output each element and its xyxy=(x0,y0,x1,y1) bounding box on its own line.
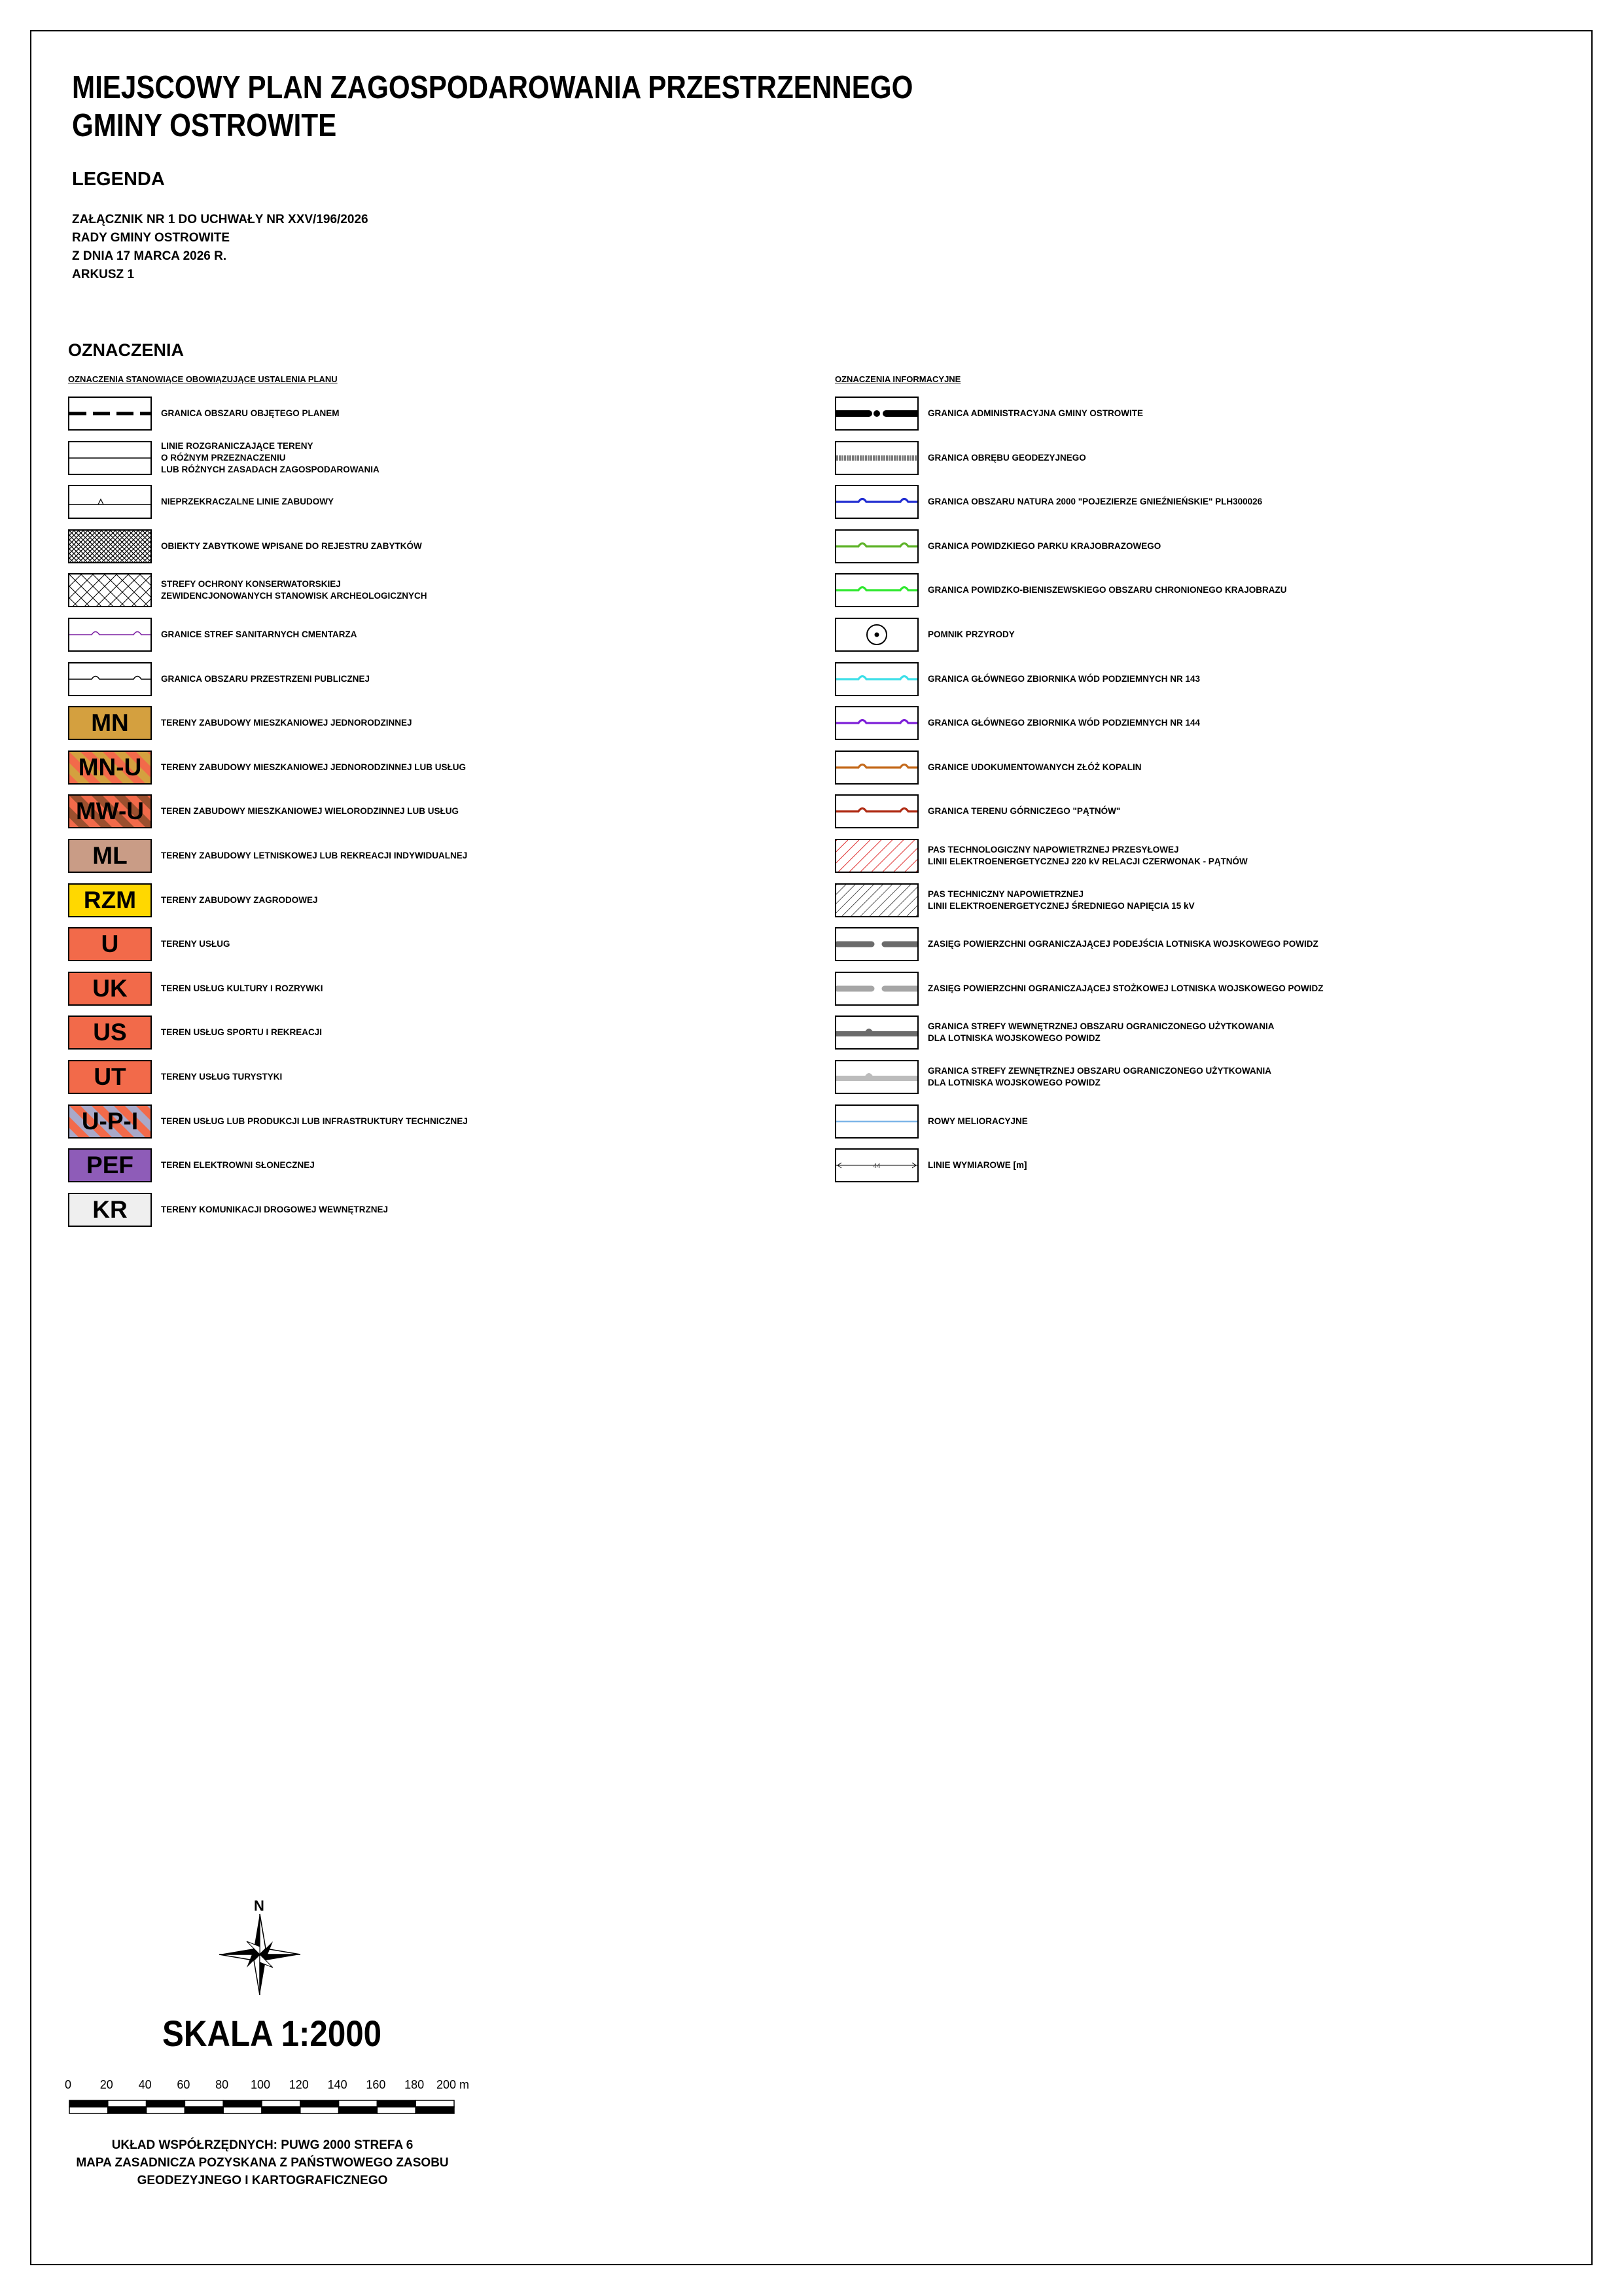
left-legend-row xyxy=(68,1147,315,1184)
zone-code: US xyxy=(93,1019,127,1046)
coordinate-system-note xyxy=(68,2136,457,2189)
zone-mn-u-swatch xyxy=(68,751,152,785)
scale-bar-segment xyxy=(69,2100,108,2107)
right-legend-row xyxy=(835,1014,1275,1051)
right-legend-row xyxy=(835,749,1142,786)
right-legend-row xyxy=(835,1147,1027,1184)
scale-tick-label: 180 xyxy=(404,2078,425,2091)
thin-line-swatch xyxy=(68,441,152,475)
right-legend-row xyxy=(835,1059,1271,1095)
scale-tick-label: 100 xyxy=(250,2078,271,2091)
bump-line-swatch xyxy=(835,751,919,785)
plan-title xyxy=(72,69,913,145)
scale-bar-segment xyxy=(108,2107,147,2113)
right-legend-row xyxy=(835,1103,1028,1140)
legend-label: ROWY MELIORACYJNE xyxy=(928,1116,1028,1126)
dot-dash-swatch xyxy=(835,397,919,431)
left-legend-row xyxy=(68,528,422,565)
scale-bar-segment xyxy=(339,2107,378,2113)
left-legend-row xyxy=(68,970,323,1007)
zone-u-swatch xyxy=(68,927,152,961)
legend-label: OBIEKTY ZABYTKOWE WPISANE DO REJESTRU ZABYTKÓW xyxy=(161,540,422,551)
scale-tick-label: 60 xyxy=(177,2078,190,2091)
zone-kr-swatch xyxy=(68,1193,152,1227)
right-legend-row xyxy=(835,838,1248,874)
scale-bar-segment xyxy=(339,2100,378,2107)
scale-tick-label: 120 xyxy=(289,2078,309,2091)
left-legend-row xyxy=(68,1014,322,1051)
left-legend-row xyxy=(68,838,467,874)
zone-code: U xyxy=(101,930,119,958)
zone-mn-swatch xyxy=(68,706,152,740)
zone-code: UT xyxy=(94,1063,126,1090)
zone-code: KR xyxy=(92,1195,128,1223)
zone-code: PEF xyxy=(86,1152,133,1179)
right-legend-row xyxy=(835,572,1287,609)
legend-label: TERENY ZABUDOWY MIESZKANIOWEJ JEDNORODZINNEJ xyxy=(161,718,412,728)
scale-bar-segment xyxy=(415,2100,454,2107)
crosshatch-sparse-swatch xyxy=(68,573,152,607)
legend-label: GRANICA OBRĘBU GEODEZYJNEGO xyxy=(928,452,1086,463)
bump-line-swatch xyxy=(68,618,152,652)
bump-line-swatch xyxy=(835,485,919,519)
legend-label: GRANICA OBSZARU PRZESTRZENI PUBLICZNEJ xyxy=(161,673,370,684)
scale-tick-label: 200 m xyxy=(436,2078,470,2091)
right-legend-row xyxy=(835,528,1161,565)
scale-bar-segment xyxy=(69,2107,108,2113)
right-legend-row xyxy=(835,484,1262,520)
left-column-heading: OZNACZENIA STANOWIĄCE OBOWIĄZUJĄCE USTALENIA PLANU xyxy=(68,374,338,384)
bump-line-swatch xyxy=(835,706,919,740)
legend-label: TEREN USŁUG KULTURY I ROZRYWKI xyxy=(161,983,323,993)
legend-label: LINIE ROZGRANICZAJĄCE TERENY O RÓŻNYM PRZEZNACZENIU LUB RÓŻNYCH ZASADACH ZAGOSPODAROWANIA xyxy=(161,440,380,474)
zone-us-swatch xyxy=(68,1016,152,1050)
right-legend-row xyxy=(835,970,1324,1007)
right-legend-row xyxy=(835,395,1143,432)
bump-line-swatch xyxy=(835,794,919,828)
dash-line-swatch xyxy=(68,397,152,431)
resolution-text xyxy=(72,211,368,284)
legend-label: TERENY ZABUDOWY LETNISKOWEJ LUB REKREACJI INDYWIDUALNEJ xyxy=(161,851,468,860)
scale-bar-segment xyxy=(262,2100,300,2107)
zone-code: ML xyxy=(92,842,128,869)
plan-title-line1: MIEJSCOWY PLAN ZAGOSPODAROWANIA PRZESTRZENNEGO xyxy=(72,70,913,105)
legend-section-title: OZNACZENIA xyxy=(68,340,184,360)
left-legend-row xyxy=(68,926,230,963)
legend-label: TEREN ELEKTROWNI SŁONECZNEJ xyxy=(161,1160,315,1171)
scale-bar-segment xyxy=(377,2100,415,2107)
right-legend-row xyxy=(835,661,1200,698)
legend-label: TERENY USŁUG xyxy=(161,939,230,949)
legend-label: LINIE WYMIAROWE [m] xyxy=(928,1160,1027,1171)
left-legend-row xyxy=(68,484,334,520)
legend-label: TEREN USŁUG LUB PRODUKCJI LUB INFRASTRUKTURY TECHNICZNEJ xyxy=(161,1116,468,1126)
right-legend-row xyxy=(835,882,1195,919)
legend-label: TEREN USŁUG SPORTU I REKREACJI xyxy=(161,1027,323,1038)
resolution-lines: ZAŁĄCZNIK NR 1 DO UCHWAŁY NR XXV/196/2026 RADY GMINY OSTROWITE Z DNIA 17 MARCA 2026 R. ARKUSZ 1 xyxy=(72,213,368,281)
zone-code: MN xyxy=(91,709,129,737)
scale-bar-segment xyxy=(377,2107,415,2113)
legend-label: POMNIK PRZYRODY xyxy=(928,629,1015,639)
circle-dot-swatch xyxy=(835,618,919,652)
grey-bump-light-swatch xyxy=(835,1060,919,1094)
scale-bar-segment xyxy=(300,2100,339,2107)
scale-bar-segment xyxy=(223,2100,262,2107)
scale-tick-label: 20 xyxy=(99,2078,113,2091)
right-column-heading: OZNACZENIA INFORMACYJNE xyxy=(835,374,961,384)
legend-label: GRANICA ADMINISTRACYJNA GMINY OSTROWITE xyxy=(928,408,1144,418)
right-legend-row xyxy=(835,440,1086,476)
left-legend-row xyxy=(68,661,370,698)
scale-bar-segment xyxy=(108,2100,147,2107)
scale-tick-label: 160 xyxy=(366,2078,386,2091)
zone-uk-swatch xyxy=(68,972,152,1006)
left-legend-row xyxy=(68,1192,388,1228)
scale-bar-segment xyxy=(185,2107,223,2113)
legend-label: GRANICA STREFY WEWNĘTRZNEJ OBSZARU OGRANICZONEGO UŻYTKOWANIA DLA LOTNISKA WOJSKOWEGO POWIDZ xyxy=(928,1021,1275,1044)
scale-title: SKALA 1:2000 xyxy=(162,2013,382,2054)
legend-label: GRANICA POWIDZKIEGO PARKU KRAJOBRAZOWEGO xyxy=(928,540,1161,551)
scale-bar-segment xyxy=(415,2107,454,2113)
scale-bar-segment xyxy=(147,2107,185,2113)
zone-code: RZM xyxy=(83,886,137,913)
left-legend-row xyxy=(68,793,459,830)
scale-tick-label: 80 xyxy=(215,2078,229,2091)
left-legend-row xyxy=(68,395,340,432)
zone-rzm-swatch xyxy=(68,883,152,917)
left-legend-row xyxy=(68,705,412,741)
blue-thin-swatch xyxy=(835,1104,919,1139)
legend-label: GRANICA GŁÓWNEGO ZBIORNIKA WÓD PODZIEMNYCH NR 143 xyxy=(928,673,1201,684)
zone-code: U-P-I xyxy=(81,1107,139,1135)
legend-label: TEREN ZABUDOWY MIESZKANIOWEJ WIELORODZINNEJ LUB USŁUG xyxy=(161,806,459,817)
bump-line-swatch xyxy=(68,662,152,696)
legend-label: GRANICA POWIDZKO-BIENISZEWSKIEGO OBSZARU CHRONIONEGO KRAJOBRAZU xyxy=(928,585,1287,595)
legend-label: PAS TECHNICZNY NAPOWIETRZNEJ LINII ELEKTROENERGETYCZNEJ ŚREDNIEGO NAPIĘCIA 15 kV xyxy=(928,889,1195,911)
legend-label: TERENY KOMUNIKACJI DROGOWEJ WEWNĘTRZNEJ xyxy=(161,1204,389,1214)
crosshatch-dense-swatch xyxy=(68,529,152,563)
zone-pef-swatch xyxy=(68,1148,152,1182)
bump-line-swatch xyxy=(835,529,919,563)
plan-title-line2: GMINY OSTROWITE xyxy=(72,108,337,143)
hatch-red-swatch xyxy=(835,839,919,873)
grey-thick-swatch xyxy=(835,441,919,475)
svg-text:44: 44 xyxy=(873,1163,881,1171)
zone-ut-swatch xyxy=(68,1060,152,1094)
left-legend-row xyxy=(68,1103,468,1140)
zone-ml-swatch xyxy=(68,839,152,873)
legend-label: GRANICA GŁÓWNEGO ZBIORNIKA WÓD PODZIEMNYCH NR 144 xyxy=(928,718,1201,728)
grey-dash-dark-swatch xyxy=(835,927,919,961)
scale-bar-segment xyxy=(147,2100,185,2107)
left-legend-row xyxy=(68,572,427,609)
scale-bar-segment xyxy=(262,2107,300,2113)
left-legend-row xyxy=(68,749,466,786)
left-legend-row xyxy=(68,440,380,476)
zone-code: MN-U xyxy=(78,753,142,781)
right-legend-row xyxy=(835,926,1318,963)
right-legend-row xyxy=(835,616,1015,653)
legend-label: ZASIĘG POWIERZCHNI OGRANICZAJĄCEJ PODEJŚCIA LOTNISKA WOJSKOWEGO POWIDZ xyxy=(928,939,1318,949)
scale-tick-label: 140 xyxy=(327,2078,347,2091)
hatch-black-swatch xyxy=(835,883,919,917)
bump-line-swatch xyxy=(835,662,919,696)
zone-mw-u-swatch xyxy=(68,794,152,828)
legend-heading: LEGENDA xyxy=(72,169,165,190)
scale-tick-label: 40 xyxy=(138,2078,152,2091)
legend-label: GRANICE STREF SANITARNYCH CMENTARZA xyxy=(161,629,357,639)
legend-label: TERENY USŁUG TURYSTYKI xyxy=(161,1072,283,1082)
legend-label: TERENY ZABUDOWY ZAGRODOWEJ xyxy=(161,894,318,905)
legend-label: TERENY ZABUDOWY MIESZKANIOWEJ JEDNORODZINNEJ LUB USŁUG xyxy=(161,762,467,772)
grey-bump-dark-swatch xyxy=(835,1016,919,1050)
scale-bar-segment xyxy=(185,2100,223,2107)
legend-label: GRANICA TERENU GÓRNICZEGO "PĄTNÓW" xyxy=(928,806,1121,817)
legend-label: GRANICE UDOKUMENTOWANYCH ZŁÓŻ KOPALIN xyxy=(928,762,1142,772)
scale-bar-segment xyxy=(223,2107,262,2113)
footer-text: UKŁAD WSPÓŁRZĘDNYCH: PUWG 2000 STREFA 6 MAPA ZASADNICZA POZYSKANA Z PAŃSTWOWEGO ZASOBU GEODEZYJNEGO I KARTOGRAFICZNEGO xyxy=(76,2138,449,2187)
scale-bar xyxy=(68,2099,455,2117)
legend-label: PAS TECHNOLOGICZNY NAPOWIETRZNEJ PRZESYŁOWEJ LINII ELEKTROENERGETYCZNEJ 220 kV RELACJI CZERWONAK - PĄTNÓW xyxy=(928,845,1248,866)
dimension-swatch xyxy=(835,1148,919,1182)
legend-label: GRANICA OBSZARU NATURA 2000 "POJEZIERZE GNIEŹNIEŃSKIE" PLH300026 xyxy=(928,497,1263,507)
zone-code: UK xyxy=(92,974,128,1002)
left-legend-row xyxy=(68,616,357,653)
right-legend-row xyxy=(835,793,1120,830)
legend-label: NIEPRZEKRACZALNE LINIE ZABUDOWY xyxy=(161,497,334,507)
north-arrow-icon xyxy=(217,1912,302,1997)
zone-code: MW-U xyxy=(75,798,145,825)
north-label: N xyxy=(254,1898,264,1914)
legend-label: ZASIĘG POWIERZCHNI OGRANICZAJĄCEJ STOŻKOWEJ LOTNISKA WOJSKOWEGO POWIDZ xyxy=(928,983,1324,993)
zone-u-p-i-swatch xyxy=(68,1104,152,1139)
scale-bar-segment xyxy=(300,2107,339,2113)
legend-label: GRANICA STREFY ZEWNĘTRZNEJ OBSZARU OGRANICZONEGO UŻYTKOWANIA DLA LOTNISKA WOJSKOWEGO POWIDZ xyxy=(928,1066,1272,1087)
legend-label: STREFY OCHRONY KONSERWATORSKIEJ ZEWIDENCJONOWANYCH STANOWISK ARCHEOLOGICZNYCH xyxy=(161,579,427,601)
left-legend-row xyxy=(68,882,318,919)
grey-dash-light-swatch xyxy=(835,972,919,1006)
building-line-swatch xyxy=(68,485,152,519)
scale-tick-label: 0 xyxy=(64,2078,72,2091)
bump-line-swatch xyxy=(835,573,919,607)
left-legend-row xyxy=(68,1059,282,1095)
right-legend-row xyxy=(835,705,1200,741)
legend-label: GRANICA OBSZARU OBJĘTEGO PLANEM xyxy=(161,408,340,418)
